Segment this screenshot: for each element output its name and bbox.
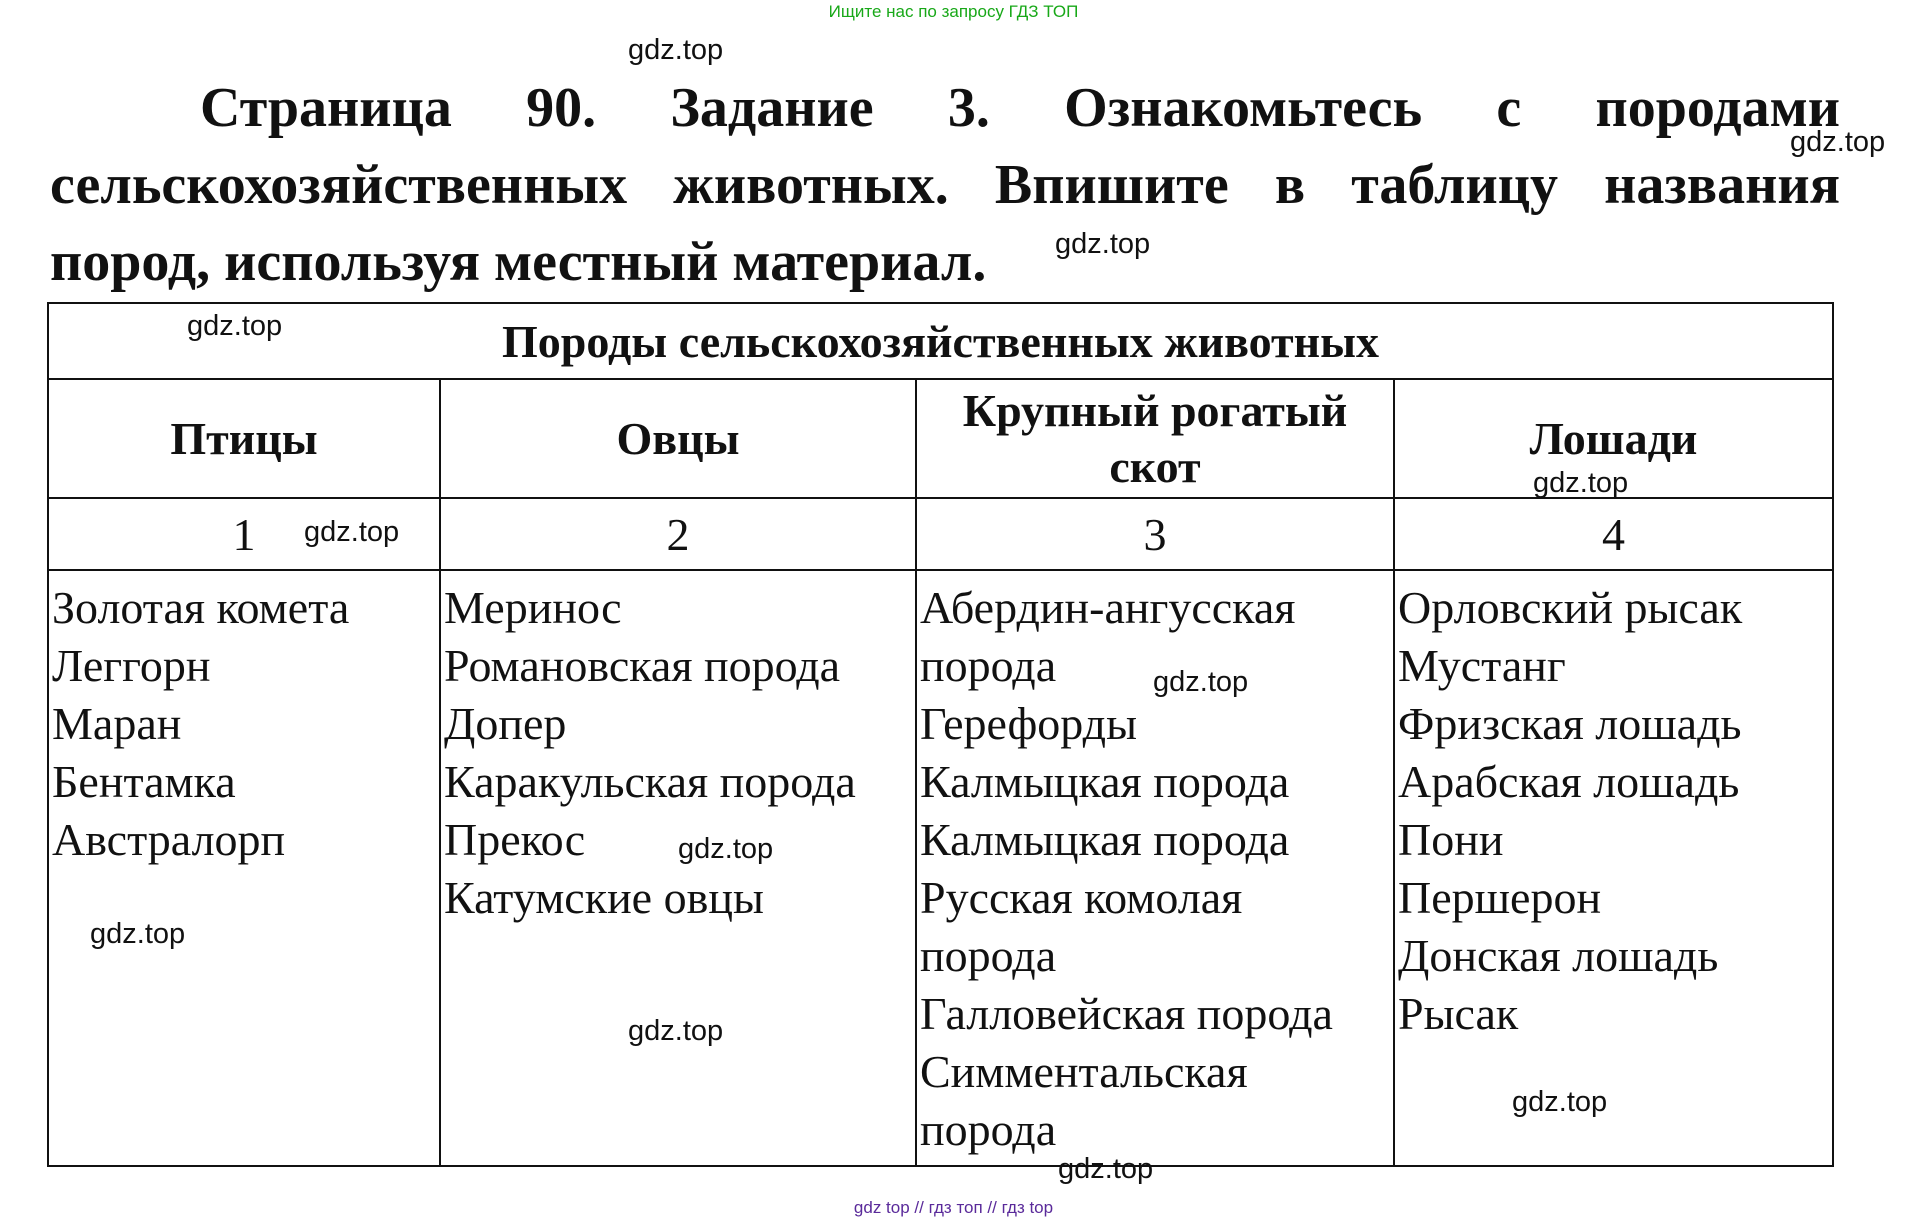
horses-breeds-cell xyxy=(1394,570,1833,1166)
cattle-breeds-cell xyxy=(916,570,1394,1166)
column-number: 1 xyxy=(48,498,440,570)
table-breeds-row xyxy=(48,570,1833,1166)
list-item: Прекос xyxy=(444,814,586,865)
list-item: Калмыцкая порода xyxy=(920,814,1290,865)
list-item: Катумские овцы xyxy=(444,872,764,923)
breeds-table xyxy=(47,302,1834,1167)
column-number: 4 xyxy=(1394,498,1833,570)
watermark: gdz.top xyxy=(1512,1086,1608,1118)
watermark: gdz.top xyxy=(678,833,774,865)
horses-breed-list xyxy=(1398,579,1832,1043)
top-banner-link[interactable]: Ищите нас по запросу ГДЗ ТОП xyxy=(828,2,1079,21)
watermark: gdz.top xyxy=(1153,666,1249,698)
watermark: gdz.top xyxy=(628,1015,724,1047)
bottom-banner-link[interactable]: gdz top // гдз топ // гдз top xyxy=(853,1198,1054,1217)
column-header-birds: Птицы xyxy=(48,379,440,498)
column-header-cattle: Крупный рогатый скот xyxy=(916,379,1394,498)
column-header-sheep: Овцы xyxy=(440,379,916,498)
list-item: Русская комолая порода xyxy=(920,872,1243,981)
table-caption-row xyxy=(48,303,1833,379)
list-item: Симментальская порода xyxy=(920,1046,1248,1155)
column-header-horses: Лошади xyxy=(1394,379,1833,498)
task-heading: Страница 90. Задание 3. Ознакомьтесь с породами сельскохозяйственных животных. Впишите в таблицу названия пород, используя местный материал. xyxy=(50,77,1840,293)
list-item: Абердин-ангусская порода xyxy=(920,582,1296,691)
list-item: Галловейская порода xyxy=(920,988,1333,1039)
watermark: gdz.top xyxy=(1058,1153,1154,1185)
list-item: Меринос xyxy=(444,582,622,633)
list-item: Романовская порода xyxy=(444,640,841,691)
list-item: Арабская лошадь xyxy=(1398,756,1740,807)
list-item: Бентамка xyxy=(52,756,236,807)
watermark: gdz.top xyxy=(628,34,724,66)
watermark: gdz.top xyxy=(304,516,400,548)
watermark: gdz.top xyxy=(1533,467,1629,499)
birds-breeds-cell xyxy=(48,570,440,1166)
list-item: Леггорн xyxy=(52,640,211,691)
watermark: gdz.top xyxy=(90,918,186,950)
list-item: Золотая комета xyxy=(52,582,350,633)
list-item: Орловский рысак xyxy=(1398,582,1743,633)
list-item: Донская лошадь xyxy=(1398,930,1719,981)
birds-breed-list xyxy=(52,579,439,869)
list-item: Фризская лошадь xyxy=(1398,698,1742,749)
sheep-breeds-cell xyxy=(440,570,916,1166)
list-item: Першерон xyxy=(1398,872,1602,923)
list-item: Австралорп xyxy=(52,814,286,865)
list-item: Герефорды xyxy=(920,698,1137,749)
list-item: Калмыцкая порода xyxy=(920,756,1290,807)
column-number: 2 xyxy=(440,498,916,570)
list-item: Каракульская порода xyxy=(444,756,856,807)
list-item: Пони xyxy=(1398,814,1504,865)
watermark: gdz.top xyxy=(1790,126,1886,158)
list-item: Мустанг xyxy=(1398,640,1566,691)
table-caption: Породы сельскохозяйственных животных xyxy=(48,303,1833,379)
sheep-breed-list xyxy=(444,579,915,927)
list-item: Маран xyxy=(52,698,182,749)
list-item: Рысак xyxy=(1398,988,1519,1039)
list-item: Допер xyxy=(444,698,567,749)
watermark: gdz.top xyxy=(1055,228,1151,260)
watermark: gdz.top xyxy=(187,310,283,342)
column-number: 3 xyxy=(916,498,1394,570)
